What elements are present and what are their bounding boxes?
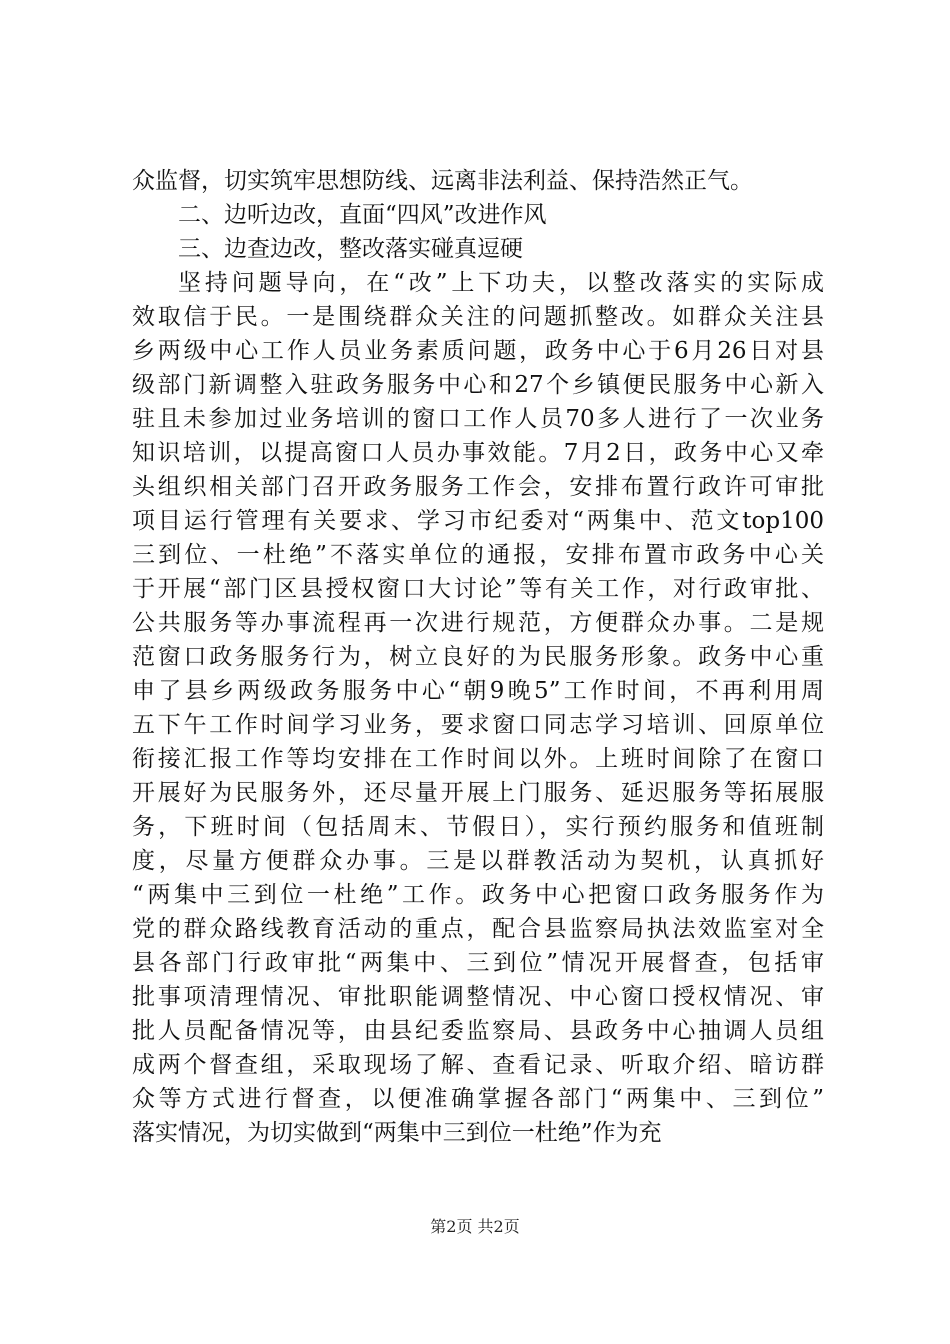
text-line: 成两个督查组，采取现场了解、查看记录、听取介绍、暗访群 xyxy=(132,1052,824,1078)
text-line: 乡两级中心工作人员业务素质问题，政务中心于6月26日对县 xyxy=(132,338,824,364)
text-line: 坚持问题导向，在“改”上下功夫，以整改落实的实际成 xyxy=(178,270,824,296)
section-heading-2: 二、边听边改，直面“四风”改进作风 xyxy=(178,202,547,228)
text-line: 县各部门行政审批“两集中、三到位”情况开展督查，包括审 xyxy=(132,950,824,976)
page-number-footer: 第2页 共2页 xyxy=(430,1217,520,1236)
document-body xyxy=(132,164,824,1150)
text-line: 务，下班时间（包括周末、节假日），实行预约服务和值班制 xyxy=(132,814,824,840)
text-line: 众监督，切实筑牢思想防线、远离非法利益、保持浩然正气。 xyxy=(132,168,753,194)
text-line: 项目运行管理有关要求、学习市纪委对“两集中、范文top100 xyxy=(132,508,824,534)
text-line: 头组织相关部门召开政务服务工作会，安排布置行政许可审批 xyxy=(132,474,824,500)
text-line: 批事项清理情况、审批职能调整情况、中心窗口授权情况、审 xyxy=(132,984,824,1010)
text-line: 落实情况，为切实做到“两集中三到位一杜绝”作为充 xyxy=(132,1120,662,1146)
text-line: 知识培训，以提高窗口人员办事效能。7月2日，政务中心又牵 xyxy=(132,440,824,466)
text-line: 度，尽量方便群众办事。三是以群教活动为契机，认真抓好 xyxy=(132,848,824,874)
text-line: 众等方式进行督查，以便准确掌握各部门“两集中、三到位” xyxy=(132,1086,824,1112)
text-line: 申了县乡两级政务服务中心“朝9晚5”工作时间，不再利用周 xyxy=(132,678,824,704)
text-line: 公共服务等办事流程再一次进行规范，方便群众办事。二是规 xyxy=(132,610,824,636)
text-line: 于开展“部门区县授权窗口大讨论”等有关工作，对行政审批、 xyxy=(132,576,824,602)
text-line: 范窗口政务服务行为，树立良好的为民服务形象。政务中心重 xyxy=(132,644,824,670)
text-line: 衔接汇报工作等均安排在工作时间以外。上班时间除了在窗口 xyxy=(132,746,824,772)
text-line: 批人员配备情况等，由县纪委监察局、县政务中心抽调人员组 xyxy=(132,1018,824,1044)
text-line: 效取信于民。一是围绕群众关注的问题抓整改。如群众关注县 xyxy=(132,304,824,330)
text-line: 开展好为民服务外，还尽量开展上门服务、延迟服务等拓展服 xyxy=(132,780,824,806)
text-line: 驻且未参加过业务培训的窗口工作人员70多人进行了一次业务 xyxy=(132,406,824,432)
text-line: 五下午工作时间学习业务，要求窗口同志学习培训、回原单位 xyxy=(132,712,824,738)
text-line: 级部门新调整入驻政务服务中心和27个乡镇便民服务中心新入 xyxy=(132,372,824,398)
text-line: “两集中三到位一杜绝”工作。政务中心把窗口政务服务作为 xyxy=(132,882,824,908)
text-line: 党的群众路线教育活动的重点，配合县监察局执法效监室对全 xyxy=(132,916,824,942)
section-heading-3: 三、边查边改，整改落实碰真逗硬 xyxy=(178,236,523,262)
text-line: 三到位、一杜绝”不落实单位的通报，安排布置市政务中心关 xyxy=(132,542,824,568)
